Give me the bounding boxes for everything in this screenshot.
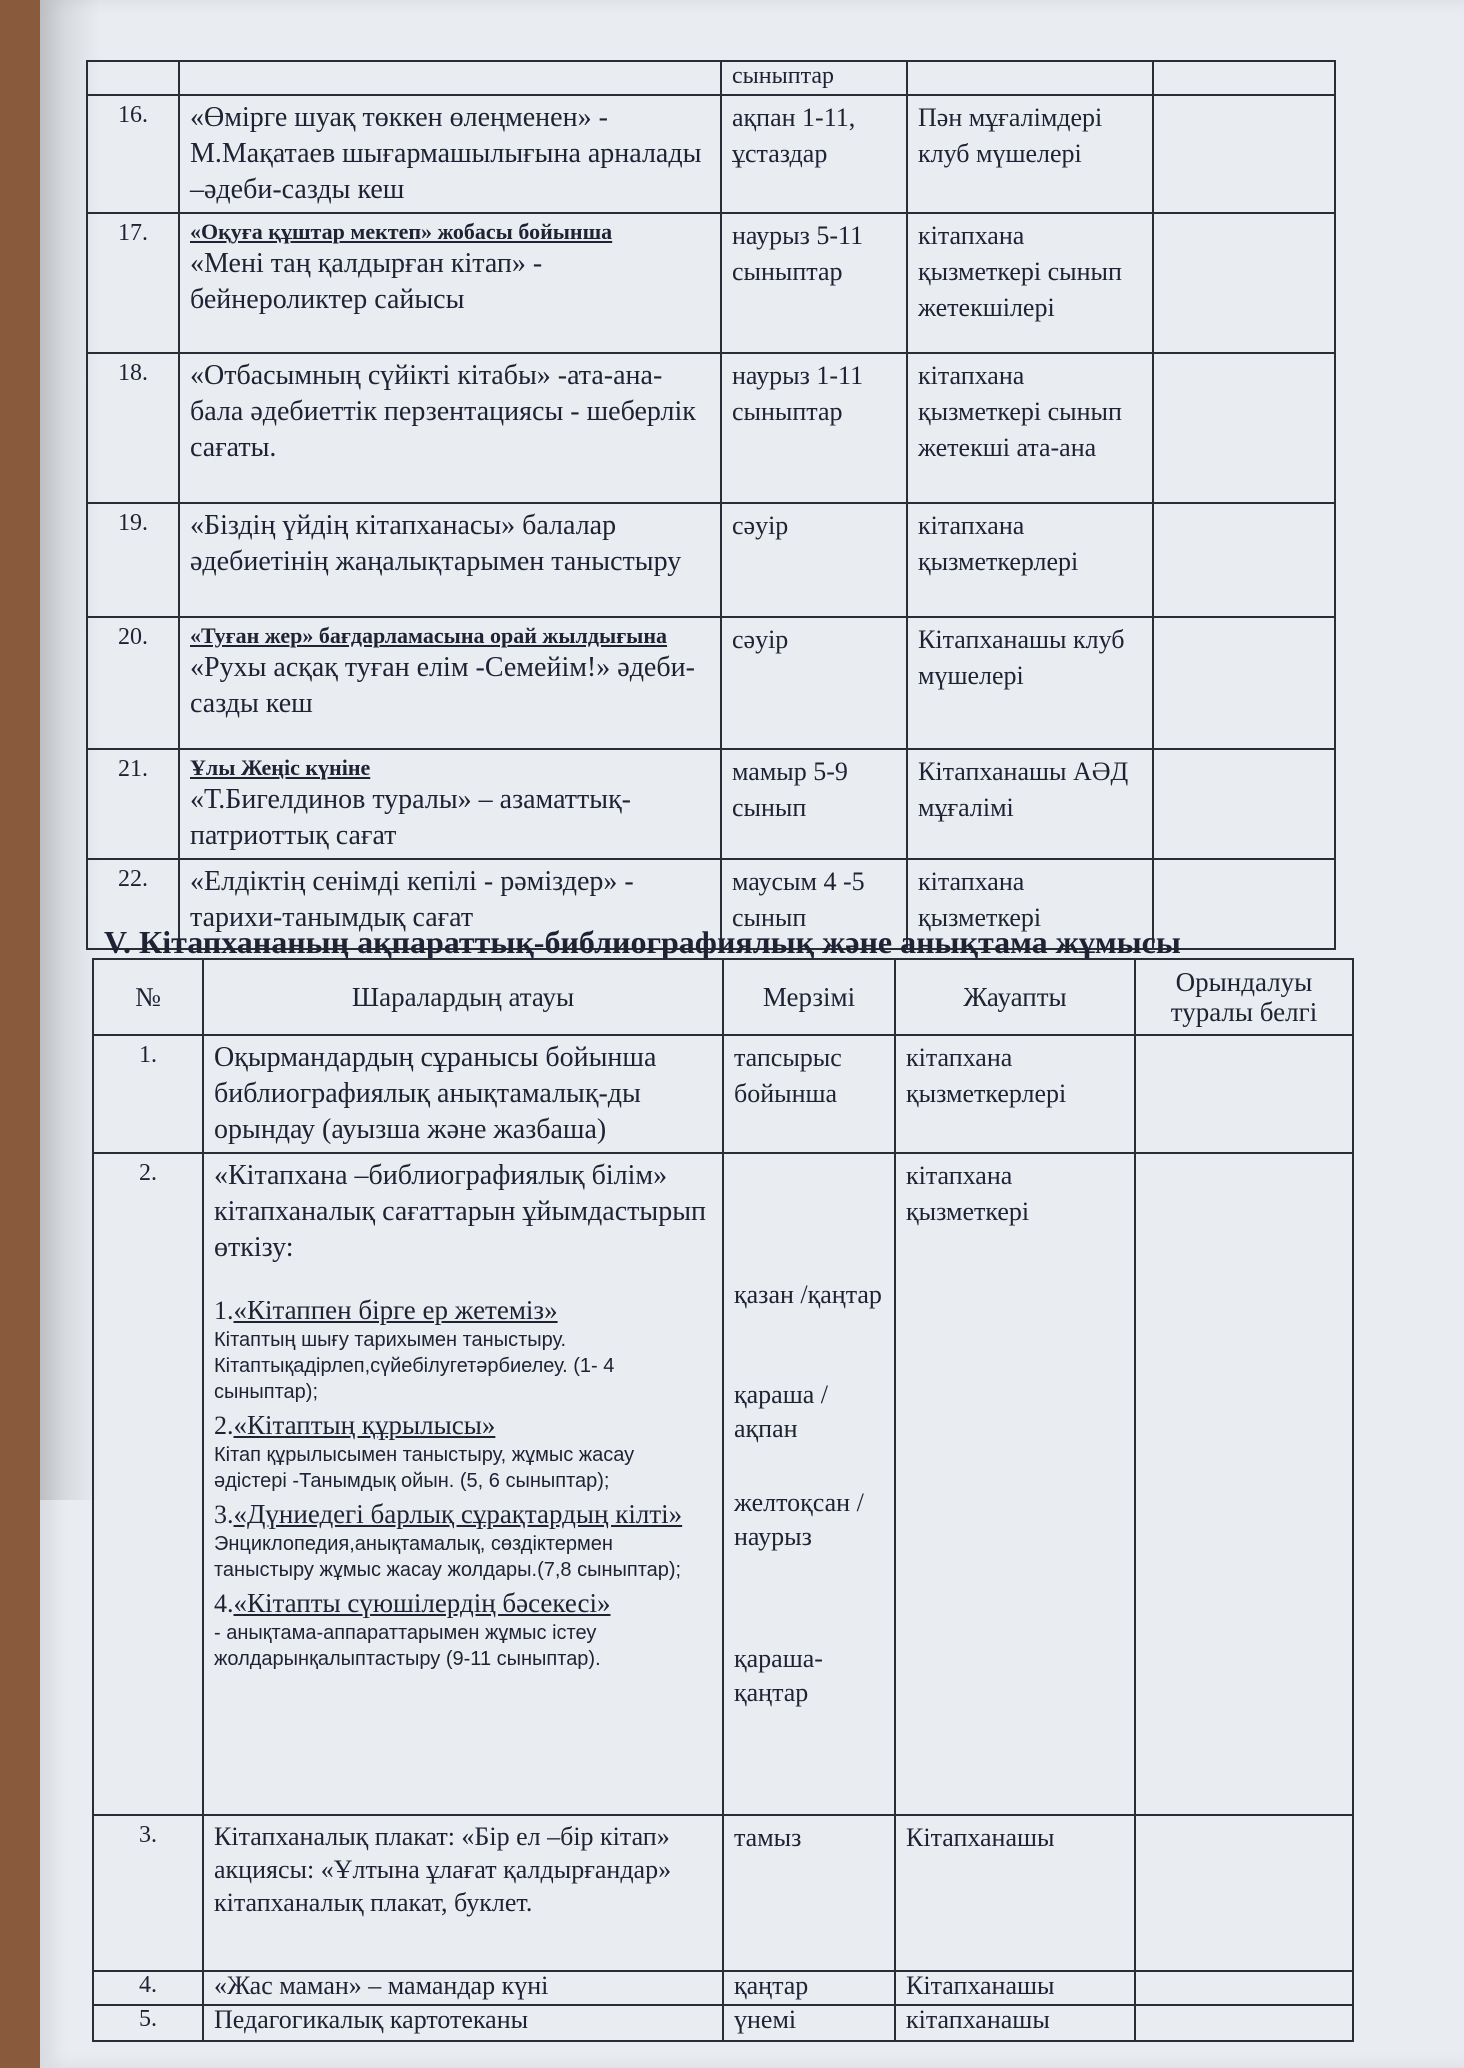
note-cell (1153, 749, 1335, 859)
responsible-cell: кітапхана қызметкері сынып жетекші ата-ана (907, 353, 1153, 503)
date-cell: наурыз 5-11 сыныптар (721, 213, 907, 353)
event-intro: «Кітапхана –библиографиялық білім» кітапханалық сағаттарын ұйымдастырып өткізу: (214, 1160, 706, 1263)
note-cell (1135, 1153, 1353, 1815)
event-header: Ұлы Жеңіс күніне (190, 755, 371, 780)
row-number: 22. (87, 859, 179, 949)
event-header: «Оқуға құштар мектеп» жобасы бойынша (190, 219, 613, 244)
event-text: «Отбасымның сүйікті кітабы» -ата-ана-бала әдебиеттік перзентациясы - шеберлік сағаты. (190, 360, 696, 463)
event-cell (179, 353, 721, 503)
row-number: 4. (93, 1971, 203, 2005)
header-number: № (93, 959, 203, 1035)
item-description: Кітаптың шығу тарихымен таныстыру. Кітаптықадірлеп,сүйебілугетәрбиелеу. (1- 4 сыныптар); (214, 1329, 615, 1403)
item-description: Энциклопедия,анықтамалық, сөздіктермен таныстыру жұмыс жасау жолдары.(7,8 сыныптар); (214, 1533, 682, 1581)
item-title: «Дүниедегі барлық сұрақтардың кілті» (233, 1499, 683, 1529)
row-number: 16. (87, 95, 179, 213)
table-row (93, 1971, 1353, 2005)
date-cell: ақпан 1-11, ұстаздар (721, 95, 907, 213)
responsible-cell: Кітапханашы клуб мүшелері (907, 617, 1153, 749)
responsible-cell: кітапхана қызметкері сынып жетекшілері (907, 213, 1153, 353)
list-item (214, 1294, 712, 1405)
table-row (87, 353, 1335, 503)
row-number: 20. (87, 617, 179, 749)
note-cell (1153, 95, 1335, 213)
header-date: Мерзімі (723, 959, 895, 1035)
item-index: 2. (214, 1411, 234, 1440)
event-text: «Мені таң қалдырған кітап» - бейнероликтер сайысы (190, 248, 543, 315)
item-index: 1. (214, 1296, 234, 1325)
event-cell: Оқырмандардың сұранысы бойынша библиографиялық анықтамалық-ды орындау (ауызша және жазбаша) (203, 1035, 723, 1153)
date-cell: тамыз (723, 1815, 895, 1971)
event-cell (179, 503, 721, 617)
responsible-cell: Кітапханашы (895, 1971, 1135, 2005)
row-number: 19. (87, 503, 179, 617)
note-cell (1135, 1971, 1353, 2005)
date-cell: наурыз 1-11 сыныптар (721, 353, 907, 503)
event-text: «Біздің үйдің кітапханасы» балалар әдебиетінің жаңалықтарымен таныстыру (190, 510, 682, 577)
date-cell: сыныптар (721, 61, 907, 95)
item-title: «Кітапты сүюшілердің бәсекесі» (233, 1588, 611, 1618)
note-cell (1135, 1035, 1353, 1153)
header-name: Шаралардың атауы (203, 959, 723, 1035)
table-row (87, 61, 1335, 95)
event-cell (179, 95, 721, 213)
responsible-cell: Пән мұғалімдері клуб мүшелері (907, 95, 1153, 213)
item-description: - анықтама-аппараттарымен жұмыс істеу жолдарынқалыптастыру (9-11 сыныптар). (214, 1622, 601, 1670)
table-row (87, 95, 1335, 213)
event-cell (179, 617, 721, 749)
table-row (93, 2005, 1353, 2041)
item-title: «Кітаптың құрылысы» (233, 1410, 496, 1440)
date-cell: тапсырыс бойынша (723, 1035, 895, 1153)
event-text: «Елдіктің сенімді кепілі - рәміздер» - тарихи-танымдық сағат (190, 866, 634, 933)
note-cell (1153, 213, 1335, 353)
item-title: «Кітаппен бірге ер жетеміз» (233, 1295, 558, 1325)
date-cell (723, 1153, 895, 1815)
table-row (93, 1153, 1353, 1815)
date-cell: сәуір (721, 503, 907, 617)
bibliography-work-table (92, 958, 1354, 2042)
row-number: 21. (87, 749, 179, 859)
date-cell: маусым 4 -5 сынып (721, 859, 907, 949)
date-cell: мамыр 5-9 сынып (721, 749, 907, 859)
date-cell: үнемі (723, 2005, 895, 2041)
event-text: «Рухы асқақ туған елім -Семейім!» әдеби- сазды кеш (190, 652, 695, 719)
header-note: Орындалуы туралы белгі (1135, 959, 1353, 1035)
responsible-cell: Кітапханашы (895, 1815, 1135, 1971)
item-date: қараша /ақпан (734, 1380, 828, 1443)
responsible-cell: Кітапханашы АӘД мұғалімі (907, 749, 1153, 859)
date-cell: қаңтар (723, 1971, 895, 2005)
item-index: 4. (214, 1589, 234, 1618)
note-cell (1153, 617, 1335, 749)
note-cell (1153, 353, 1335, 503)
responsible-cell: кітапхана қызметкерлері (895, 1035, 1135, 1153)
item-date: қазан /қаңтар (734, 1280, 882, 1309)
table-header-row (93, 959, 1353, 1035)
note-cell (1135, 2005, 1353, 2041)
event-cell: Педагогикалық картотеканы (203, 2005, 723, 2041)
event-cell: «Жас маман» – мамандар күні (203, 1971, 723, 2005)
table-row (87, 749, 1335, 859)
note-cell (1153, 503, 1335, 617)
event-header: «Туған жер» бағдарламасына орай жылдығына (190, 623, 668, 648)
list-item (214, 1409, 712, 1494)
item-date: қараша- қаңтар (734, 1644, 823, 1707)
section-title: V. Кітапхананың ақпараттық-библиографиялық және анықтама жұмысы (104, 924, 1181, 960)
event-cell (179, 213, 721, 353)
events-table-continued (86, 60, 1336, 950)
row-number: 1. (93, 1035, 203, 1153)
row-number: 18. (87, 353, 179, 503)
item-date: желтоқсан /наурыз (734, 1488, 864, 1551)
row-number: 17. (87, 213, 179, 353)
responsible-cell: кітапхана қызметкері (895, 1153, 1135, 1815)
event-cell (179, 749, 721, 859)
header-responsible: Жауапты (895, 959, 1135, 1035)
date-cell: сәуір (721, 617, 907, 749)
note-cell (1135, 1815, 1353, 1971)
table-row (87, 617, 1335, 749)
list-item (214, 1587, 712, 1672)
table-row (87, 213, 1335, 353)
event-text: «Өмірге шуақ төккен өлеңменен» - М.Мақатаев шығармашылығына арналады –әдеби-сазды кеш (190, 102, 702, 205)
item-index: 3. (214, 1500, 234, 1529)
table-row (93, 1035, 1353, 1153)
responsible-cell: кітапханашы (895, 2005, 1135, 2041)
responsible-cell: кітапхана қызметкері (907, 859, 1153, 949)
row-number: 3. (93, 1815, 203, 1971)
item-description: Кітап құрылысымен таныстыру, жұмыс жасау әдістері -Танымдық ойын. (5, 6 сыныптар); (214, 1444, 635, 1492)
event-cell (203, 1153, 723, 1815)
row-number: 2. (93, 1153, 203, 1815)
responsible-cell: кітапхана қызметкерлері (907, 503, 1153, 617)
event-text: «Т.Бигелдинов туралы» – азаматтық-патриоттық сағат (190, 784, 631, 851)
event-cell: Кітапханалық плакат: «Бір ел –бір кітап» акциясы: «Ұлтына ұлағат қалдырғандар» кітапханалық плакат, буклет. (203, 1815, 723, 1971)
table-row (93, 1815, 1353, 1971)
row-number: 5. (93, 2005, 203, 2041)
list-item (214, 1498, 712, 1583)
table-row (87, 503, 1335, 617)
